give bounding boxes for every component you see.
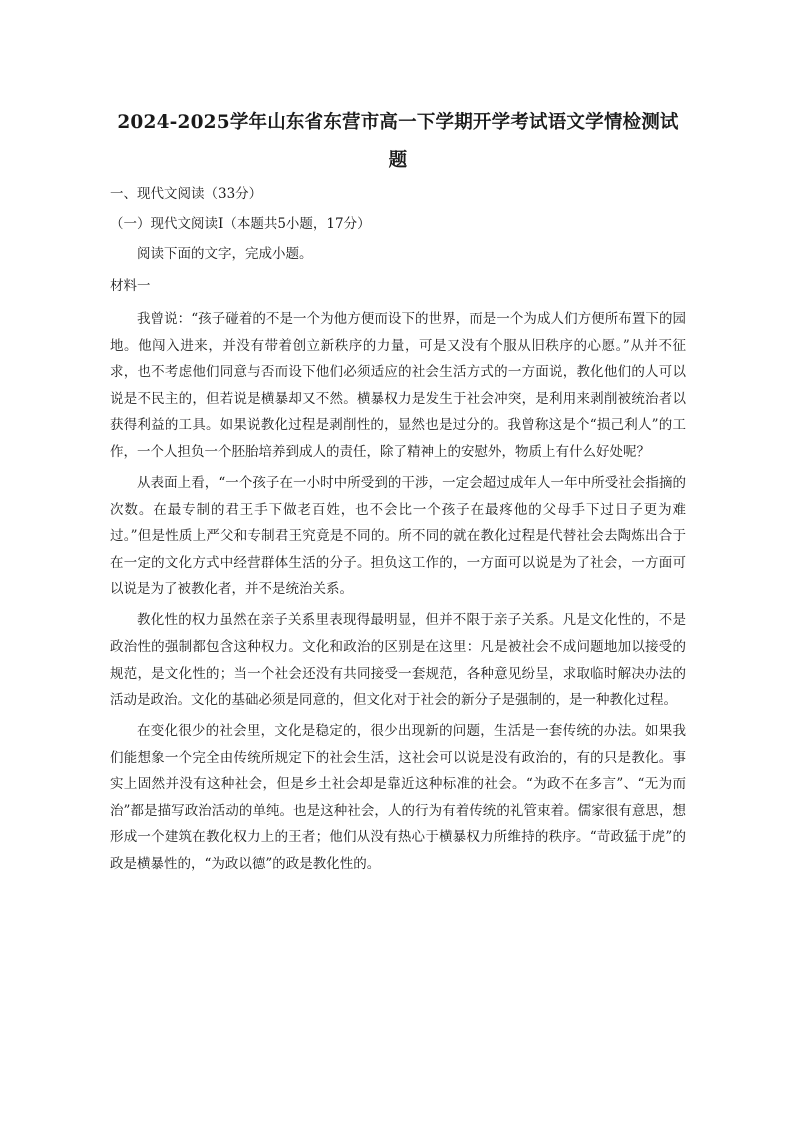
paragraph: 教化性的权力虽然在亲子关系里表现得最明显，但并不限于亲子关系。凡是文化性的，不是政治性的强制都包含这种权力。文化和政治的区别是在这里：凡是被社会不成问题地加以接受的规范，是文化性的；当一个社会还没有共同接受一套规范，各种意见纷呈，求取临时解决办法的活动是政治。文化的基础必须是同意的，但文化对于社会的新分子是强制的，是一种教化过程。 — [110, 612, 686, 709]
subsection-heading: （一）现代文阅读Ⅰ（本题共5小题，17分） — [110, 216, 371, 232]
passage-body — [110, 306, 686, 882]
material-label: 材料一 — [110, 278, 151, 294]
paragraph: 我曾说：“孩子碰着的不是一个为他方便而设下的世界，而是一个为成人们方便所布置下的园地。他闯入进来，并没有带着创立新秩序的力量，可是又没有个服从旧秩序的心愿。”从并不征求，也不考虑他们同意与否而设下他们必须适应的社会生活方式的一方面说，教化他们的人可以说是不民主的，但若说是横暴却又不然。横暴权力是发生于社会冲突，是利用来剥削被统治者以获得利益的工具。如果说教化过程是剥削性的，显然也是过分的。我曾称这是个“损己利人”的工作，一个人担负一个胚胎培养到成人的责任，除了精神上的安慰外，物质上有什么好处呢？ — [110, 311, 686, 460]
paragraph: 从表面上看，“一个孩子在一小时中所受到的干涉，一定会超过成年人一年中所受社会指摘的次数。在最专制的君王手下做老百姓，也不会比一个孩子在最疼他的父母手下过日子更为难过。”但是性质上严父和专制君王究竟是不同的。所不同的就在教化过程是代替社会去陶炼出合于在一定的文化方式中经营群体生活的分子。担负这工作的，一方面可以说是为了社会，一方面可以说是为了被教化者，并不是统治关系。 — [110, 474, 686, 598]
document-title: 2024-2025学年山东省东营市高一下学期开学考试语文学情检测试题 — [117, 112, 679, 171]
instruction-text: 阅读下面的文字，完成小题。 — [137, 246, 313, 262]
paragraph: 在变化很少的社会里，文化是稳定的，很少出现新的问题，生活是一套传统的办法。如果我们能想象一个完全由传统所规定下的社会生活，这社会可以说是没有政治的，有的只是教化。事实上固然并没有这种社会，但是乡土社会却是靠近这种标准的社会。“为政不在多言”、“无为而治”都是描写政治活动的单纯。也是这种社会，人的行为有着传统的礼管束着。儒家很有意思，想形成一个建筑在教化权力上的王者；他们从没有热心于横暴权力所维持的秩序。“苛政猛于虎”的政是横暴性的，“为政以德”的政是教化性的。 — [110, 723, 686, 873]
section-heading: 一、现代文阅读（33分） — [110, 186, 263, 202]
